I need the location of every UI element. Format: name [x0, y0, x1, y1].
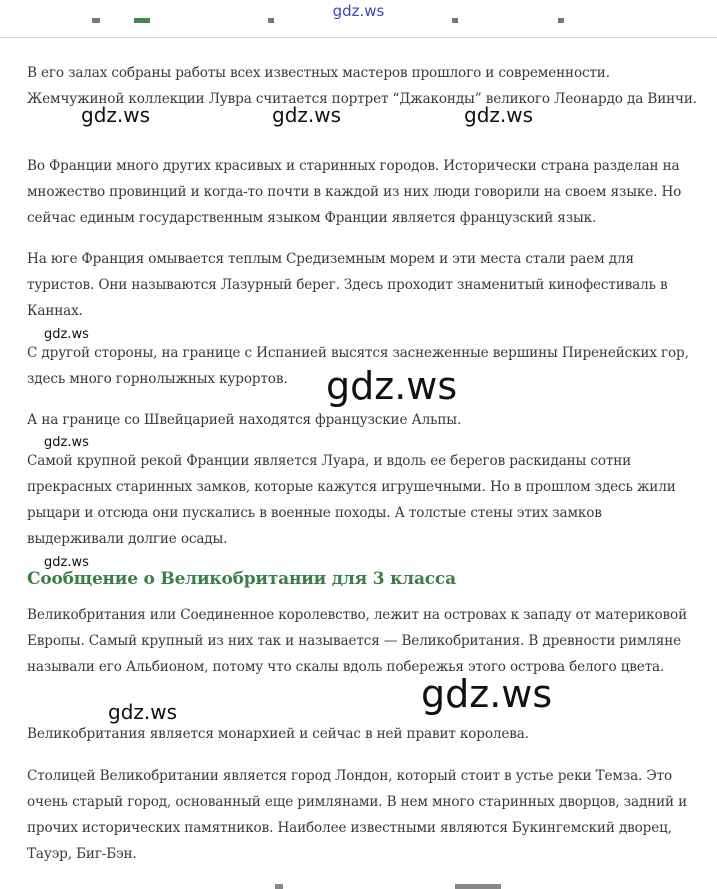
watermark: gdz.ws — [421, 672, 553, 716]
watermark: gdz.ws — [108, 700, 178, 724]
watermark: gdz.ws — [464, 103, 534, 127]
paragraph: А на границе со Швейцарией находятся французские Альпы. — [27, 412, 462, 428]
paragraph: Великобритания или Соединенное королевство, лежит на островах к западу от материковой Европы. Самый крупный из них так и называется — Великобритания. В древности римляне называли его Альбионом, потому что скалы вдоль побережья этого острова белого цвета. — [27, 607, 687, 675]
paragraph: Великобритания является монархией и сейчас в ней правит королева. — [27, 726, 529, 742]
cropped-text-fragment — [455, 884, 501, 889]
paragraph: Самой крупной рекой Франции является Луара, и вдоль ее берегов раскиданы сотни прекрасных старинных замков, которые кажутся игрушечными. Но в прошлом здесь жили рыцари и отсюда они пускались в военные походы. А толстые стены этих замков выдерживали долгие осады. — [27, 453, 676, 547]
top-bar — [0, 0, 717, 38]
paragraph: На юге Франция омывается теплым Средиземным морем и эти места стали раем для туристов. Они называются Лазурный берег. Здесь проходит знаменитый кинофестиваль в Каннах. — [27, 251, 668, 319]
watermark: gdz.ws — [81, 103, 151, 127]
watermark: gdz.ws — [272, 103, 342, 127]
watermark: gdz.ws — [44, 435, 89, 450]
paragraph: Во Франции много других красивых и старинных городов. Исторически страна разделан на множество провинций и когда-то почти в каждой из них люди говорили на своем языке. Но сейчас единым государственным языком Франции является французский язык. — [27, 158, 682, 226]
paragraph: Столицей Великобритании является город Лондон, который стоит в устье реки Темза. Это очень старый город, основанный еще римлянами. В нем много старинных дворцов, задний и прочих исторических памятников. Наиболее известными являются Букингемский дворец, Тауэр, Биг-Бэн. — [27, 768, 688, 862]
paragraph: С другой стороны, на границе с Испанией высятся заснеженные вершины Пиренейских гор, здесь много горнолыжных курортов. — [27, 345, 689, 387]
watermark: gdz.ws — [44, 555, 89, 570]
site-logo[interactable]: gdz.ws — [332, 2, 385, 20]
paragraph: В его залах собраны работы всех известных мастеров прошлого и современности. Жемчужиной коллекции Лувра считается портрет “Джаконды” великого Леонардо да Винчи. — [27, 65, 697, 107]
watermark: gdz.ws — [44, 327, 89, 342]
watermark: gdz.ws — [326, 364, 458, 408]
section-heading: Сообщение о Великобритании для 3 класса — [27, 569, 456, 589]
cropped-text-fragment — [275, 884, 283, 889]
